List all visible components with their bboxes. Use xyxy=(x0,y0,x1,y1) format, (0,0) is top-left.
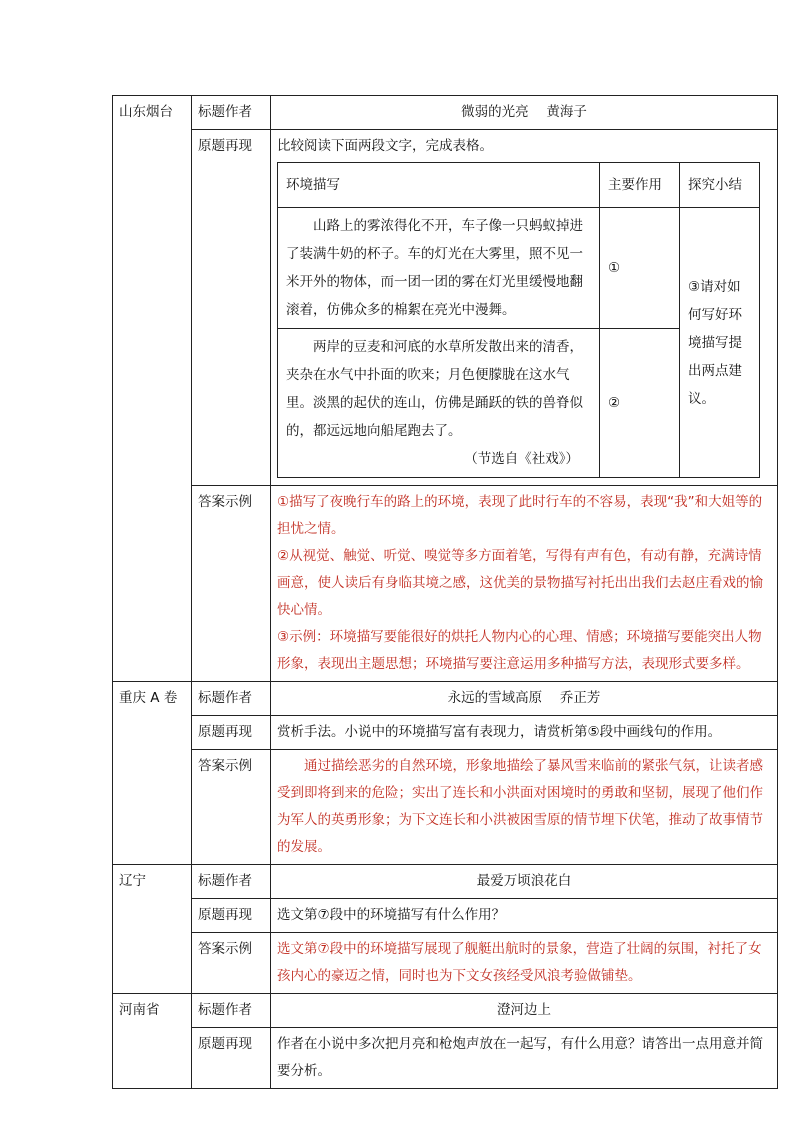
label-question: 原题再现 xyxy=(192,130,271,486)
article-title: 永远的雪域高原 乔正芳 xyxy=(271,682,778,716)
row-question xyxy=(113,716,778,750)
answer-post: 段中的环境描写展现了舰艇出航时的景象，营造了壮阔的氛围，衬托了女孩内心的豪迈之情，同时也为下文女孩经受风浪考验做铺垫。 xyxy=(277,941,762,984)
answer-mark: ⑦ xyxy=(317,941,330,957)
question-cell xyxy=(271,130,778,486)
header-env-desc: 环境描写 xyxy=(278,163,600,208)
article-title: 微弱的光亮 黄海子 xyxy=(271,96,778,130)
blank-2: ② xyxy=(600,329,680,478)
answer-1: ①描写了夜晚行车的路上的环境，表现了此时行车的不容易，表现“我”和大姐等的担忧之情。 xyxy=(277,494,763,537)
header-main-function: 主要作用 xyxy=(600,163,680,208)
comparison-table xyxy=(277,162,760,478)
row-title-author xyxy=(113,994,778,1028)
summary-prompt: ③请对如何写好环境描写提出两点建议。 xyxy=(680,208,760,478)
row-title-author xyxy=(113,682,778,716)
answer-3: ③示例：环境描写要能很好的烘托人物内心的心理、情感；环境描写要能突出人物形象，表现出主题思想；环境描写要注意运用多种描写方法，表现形式要多样。 xyxy=(277,629,762,672)
label-question: 原题再现 xyxy=(192,716,271,750)
header-summary: 探究小结 xyxy=(680,163,760,208)
passage-2: 两岸的豆麦和河底的水草所发散出来的清香，夹杂在水气中扑面的吹来；月色便朦胧在这水气里。淡黑的起伏的连山，仿佛是踊跃的铁的兽脊似的，都远远地向船尾跑去了。 xyxy=(286,339,583,439)
row-title-author xyxy=(113,865,778,899)
answer-text xyxy=(271,933,778,994)
passage-1: 山路上的雾浓得化不开，车子像一只蚂蚁掉进了装满牛奶的杯子。车的灯光在大雾里，照不见一米开外的物体，而一团一团的雾在灯光里缓慢地翻滚着，仿佛众多的棉絮在亮光中漫舞。 xyxy=(278,208,600,329)
label-title-author: 标题作者 xyxy=(192,96,271,130)
answer-2: ②从视觉、触觉、听觉、嗅觉等多方面着笔，写得有声有色，有动有静，充满诗情画意，使人读后有身临其境之感，这优美的景物描写衬托出出我们去赵庄看戏的愉快心情。 xyxy=(277,548,763,618)
row-question xyxy=(113,130,778,486)
exam-question-table xyxy=(112,95,778,1089)
question-text: 作者在小说中多次把月亮和枪炮声放在一起写，有什么用意？请答出一点用意并简要分析。 xyxy=(271,1028,778,1089)
label-title-author: 标题作者 xyxy=(192,682,271,716)
label-title-author: 标题作者 xyxy=(192,994,271,1028)
answer-text: 通过描绘恶劣的自然环境，形象地描绘了暴风雪来临前的紧张气氛，让读者感受到即将到来的危险；实出了连长和小洪面对困境时的勇敢和坚韧，展现了他们作为军人的英勇形象；为下文连长和小洪被困雪原的情节埋下伏笔，推动了故事情节的发展。 xyxy=(271,750,778,865)
region-cell: 辽宁 xyxy=(113,865,192,994)
row-answer xyxy=(113,486,778,682)
article-title: 澄河边上 xyxy=(271,994,778,1028)
label-title-author: 标题作者 xyxy=(192,865,271,899)
label-answer: 答案示例 xyxy=(192,486,271,682)
label-answer: 答案示例 xyxy=(192,750,271,865)
label-question: 原题再现 xyxy=(192,1028,271,1089)
row-question xyxy=(113,899,778,933)
question-text: 选文第⑦段中的环境描写有什么作用？ xyxy=(271,899,778,933)
region-cell: 河南省 xyxy=(113,994,192,1089)
answer-pre: 选文第 xyxy=(277,941,318,957)
label-answer: 答案示例 xyxy=(192,933,271,994)
region-cell: 重庆 A 卷 xyxy=(113,682,192,865)
question-text: 赏析手法。小说中的环境描写富有表现力，请赏析第⑤段中画线句的作用。 xyxy=(271,716,778,750)
passage-2-cell xyxy=(278,329,600,478)
blank-1: ① xyxy=(600,208,680,329)
row-title-author xyxy=(113,96,778,130)
question-text: 比较阅读下面两段文字，完成表格。 xyxy=(277,138,493,154)
row-answer xyxy=(113,933,778,994)
row-answer xyxy=(113,750,778,865)
article-title: 最爱万顷浪花白 xyxy=(271,865,778,899)
answer-cell xyxy=(271,486,778,682)
label-question: 原题再现 xyxy=(192,899,271,933)
row-question xyxy=(113,1028,778,1089)
passage-2-source: （节选自《社戏》） xyxy=(464,451,579,467)
region-cell: 山东烟台 xyxy=(113,96,192,682)
